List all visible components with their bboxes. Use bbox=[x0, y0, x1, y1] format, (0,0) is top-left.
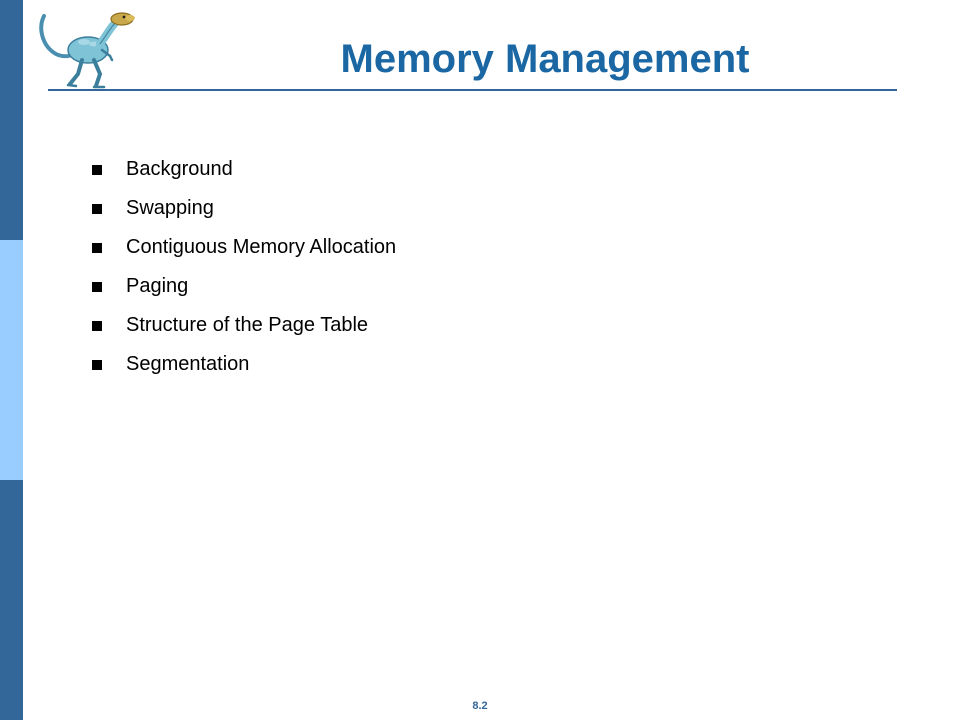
bullet-text: Swapping bbox=[126, 197, 214, 219]
slide-title: Memory Management bbox=[340, 37, 750, 81]
bullet-text: Paging bbox=[126, 275, 189, 297]
bullet-text: Structure of the Page Table bbox=[126, 314, 369, 336]
sidebar-segment-top bbox=[0, 0, 23, 240]
sidebar-segment-bottom bbox=[0, 480, 23, 720]
bullet-item bbox=[92, 228, 396, 267]
square-bullet-icon bbox=[92, 282, 102, 292]
dinosaur-icon bbox=[34, 6, 150, 90]
bullet-item bbox=[92, 189, 396, 228]
square-bullet-icon bbox=[92, 204, 102, 214]
bullet-item bbox=[92, 150, 396, 189]
bullet-item bbox=[92, 345, 396, 384]
bullet-text: Segmentation bbox=[126, 353, 250, 375]
bullet-text: Background bbox=[126, 158, 233, 180]
bullet-text: Contiguous Memory Allocation bbox=[126, 236, 397, 258]
square-bullet-icon bbox=[92, 243, 102, 253]
page-number: 8.2 bbox=[472, 700, 488, 712]
square-bullet-icon bbox=[92, 360, 102, 370]
sidebar-segment-middle bbox=[0, 240, 23, 480]
bullet-item bbox=[92, 306, 396, 345]
square-bullet-icon bbox=[92, 321, 102, 331]
square-bullet-icon bbox=[92, 165, 102, 175]
bullet-item bbox=[92, 267, 396, 306]
title-underline bbox=[48, 89, 897, 91]
left-sidebar-bar bbox=[0, 0, 23, 720]
bullet-list bbox=[92, 150, 396, 384]
